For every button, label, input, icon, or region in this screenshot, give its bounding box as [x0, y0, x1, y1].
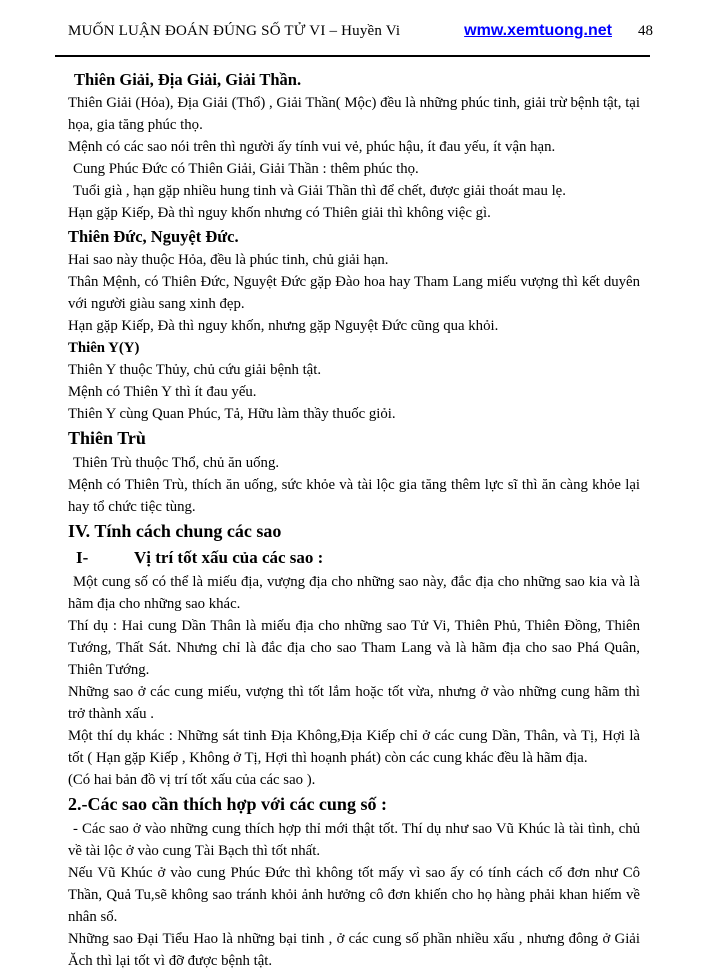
header-right	[464, 22, 653, 40]
document-title: MUỐN LUẬN ĐOÁN ĐÚNG SỐ TỬ VI – Huyền Vi	[68, 23, 401, 39]
paragraph: Thân Mệnh, có Thiên Đức, Nguyệt Đức gặp Đào hoa hay Tham Lang miếu vượng thì kết duyên với người giàu sang xinh đẹp.	[68, 274, 640, 312]
paragraph: Thiên Trù thuộc Thổ, chủ ăn uống.	[73, 455, 280, 471]
paragraph: Những sao Đại Tiểu Hao là những bại tinh , ở các cung số phần nhiều xấu , nhưng đông ở Giải Ăch thì lại tốt vì đỡ được bệnh tật.	[68, 931, 640, 969]
paragraph: Thí dụ : Hai cung Dần Thân là miếu địa cho những sao Tử Vi, Thiên Phủ, Thiên Đồng, Thiên Tướng, Thất Sát. Nhưng chỉ là đắc địa cho sao Tham Lang và là hãm địa cho sao Phá Quân, Thiên Tướng.	[68, 618, 640, 678]
site-link[interactable]: wmw.xemtuong.net	[464, 22, 612, 39]
paragraph: Mệnh có Thiên Y thì ít đau yếu.	[68, 384, 257, 400]
paragraph: Thiên Y cùng Quan Phúc, Tả, Hữu làm thầy thuốc giỏi.	[68, 406, 396, 422]
section-heading	[68, 545, 640, 570]
section-heading: 2.-Các sao cần thích hợp với các cung số :	[68, 794, 387, 814]
paragraph: Mệnh có Thiên Trù, thích ăn uống, sức khỏe và tài lộc gia tăng thêm lực sĩ thì ăn càng khỏe lại hay tổ chức tiệc tùng.	[68, 477, 640, 515]
paragraph: Hạn gặp Kiếp, Đà thì nguy khốn, nhưng gặp Nguyệt Đức cũng qua khỏi.	[68, 318, 499, 334]
page-number: 48	[638, 23, 653, 39]
paragraph: (Có hai bản đồ vị trí tốt xấu của các sao ).	[68, 772, 316, 788]
paragraph: Cung Phúc Đức có Thiên Giải, Giải Thần : thêm phúc thọ.	[73, 161, 419, 177]
paragraph: Thiên Y thuộc Thủy, chủ cứu giải bệnh tật.	[68, 362, 322, 378]
document-content	[68, 68, 640, 972]
paragraph: - Các sao ở vào những cung thích hợp thỉ mới thật tốt. Thí dụ như sao Vũ Khúc là tài tình, chủ về tài lộc ở vào cung Tài Bạch thì tốt nhất.	[68, 821, 640, 859]
paragraph: Một cung số có thể là miếu địa, vượng địa cho những sao này, đắc địa cho những sao kia và là hãm địa cho những sao khác.	[68, 574, 640, 612]
header-divider	[55, 55, 650, 57]
paragraph: Một thí dụ khác : Những sát tinh Địa Không,Địa Kiếp chỉ ở các cung Dần, Thân, và Tị, Hợi là tốt ( Hạn gặp Kiếp , Không ở Tị, Hợi thì hoạnh phát) còn các cung khác đều là hãm địa.	[68, 728, 640, 766]
paragraph: Mệnh có các sao nói trên thì người ấy tính vui vẻ, phúc hậu, ít đau yếu, ít vận hạn.	[68, 139, 556, 155]
section-heading: Thiên Y(Y)	[68, 340, 140, 356]
section-heading: Thiên Đức, Nguyệt Đức.	[68, 227, 239, 246]
section-heading: Thiên Giải, Địa Giải, Giải Thần.	[74, 70, 302, 89]
heading-number: I-	[76, 548, 89, 567]
paragraph: Nếu Vũ Khúc ở vào cung Phúc Đức thì không tốt mấy vì sao ấy có tính cách cố đơn như Cô Thần, Quả Tu,sẽ không sao tránh khỏi ảnh hưởng cô đơn khiến cho họ hàng phải khan hiếm về nhân số.	[68, 865, 640, 925]
heading-text: Vị trí tốt xấu của các sao :	[134, 548, 324, 567]
paragraph: Tuổi già , hạn gặp nhiều hung tinh và Giải Thần thì để chết, được giải thoát mau lẹ.	[73, 183, 566, 199]
section-heading: Thiên Trù	[68, 428, 146, 448]
paragraph: Hạn gặp Kiếp, Đà thì nguy khốn nhưng có Thiên giải thì không việc gì.	[68, 205, 491, 221]
paragraph: Thiên Giải (Hỏa), Địa Giải (Thổ) , Giải Thần( Mộc) đều là những phúc tinh, giải trừ bệnh tật, tại họa, gia tăng phúc thọ.	[68, 95, 640, 133]
section-heading: IV. Tính cách chung các sao	[68, 521, 282, 541]
paragraph: Hai sao này thuộc Hỏa, đều là phúc tinh, chủ giải hạn.	[68, 252, 389, 268]
paragraph: Những sao ở các cung miếu, vượng thì tốt lắm hoặc tốt vừa, nhưng ở vào những cung hãm thì trở thành xấu .	[68, 684, 640, 722]
page-header	[0, 0, 705, 40]
